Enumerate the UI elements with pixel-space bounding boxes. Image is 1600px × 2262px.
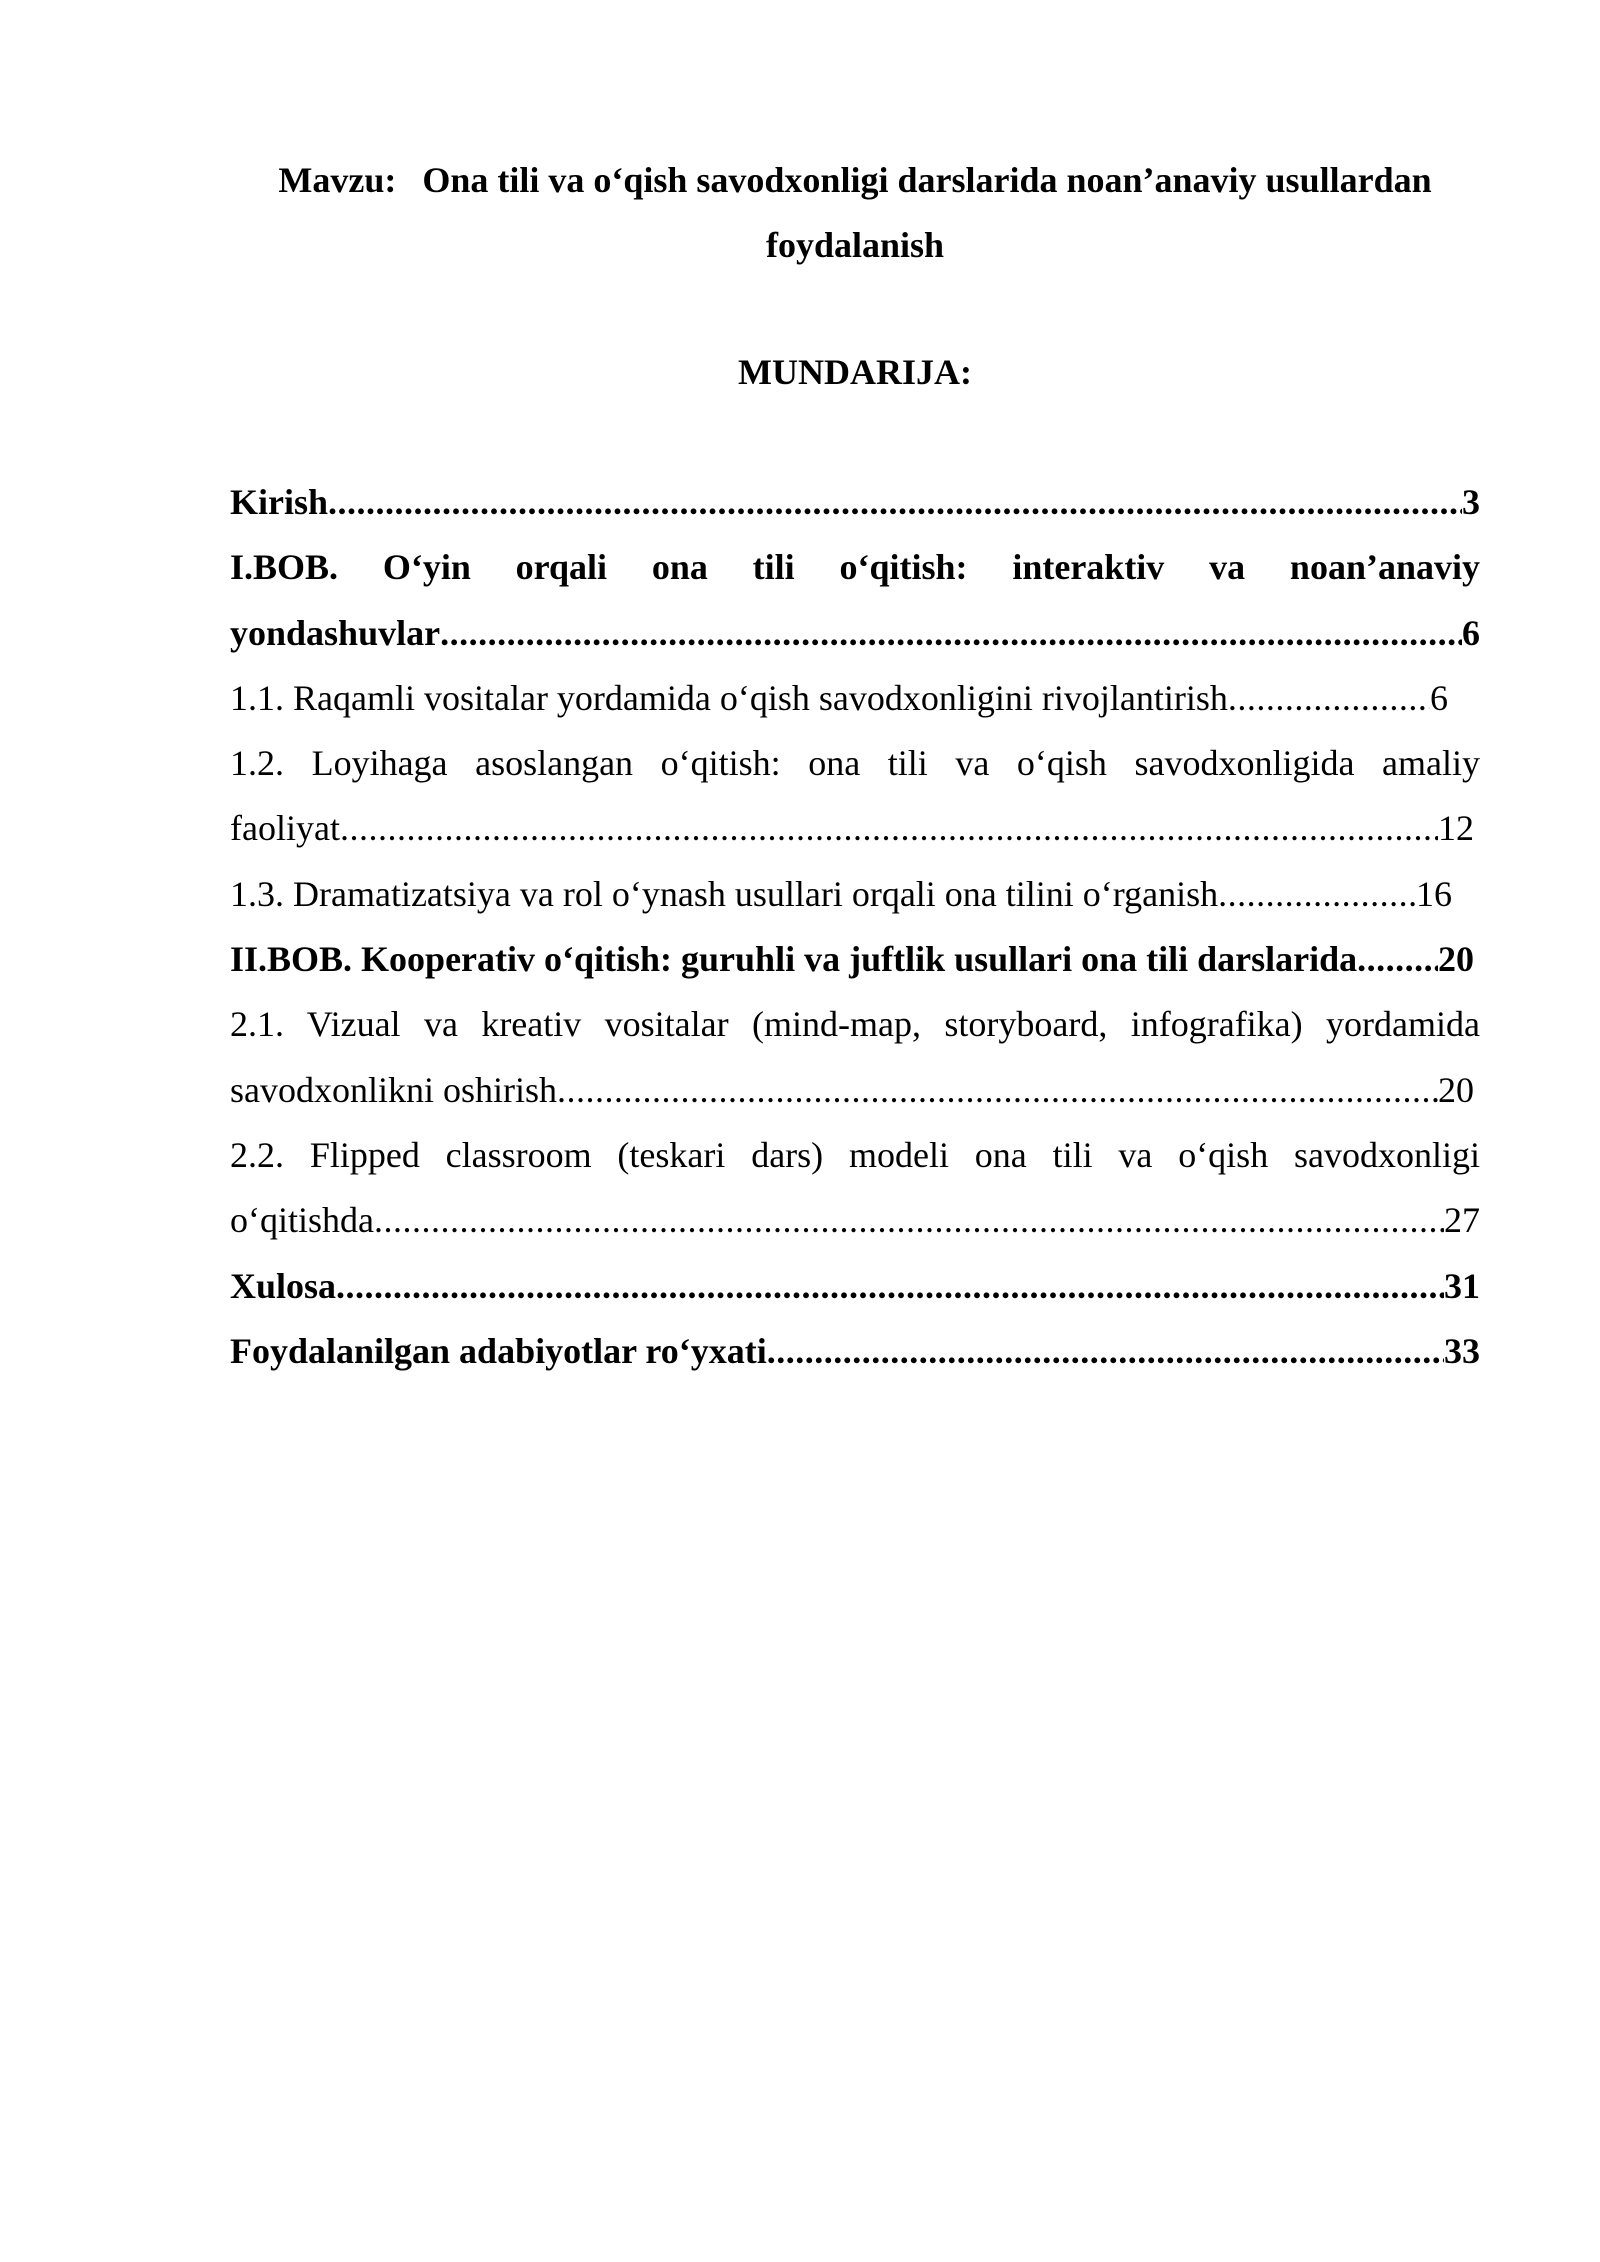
dot-leader xyxy=(557,1058,1438,1123)
toc-page-number: 12 xyxy=(1438,808,1474,849)
toc-entry-text: 1.1. Raqamli vositalar yordamida o‘qish savodxonligini rivojlantirish xyxy=(230,677,1228,718)
dot-leader xyxy=(440,601,1462,666)
dot-leader xyxy=(336,1254,1444,1319)
toc-page-number: 6 xyxy=(1462,612,1480,653)
toc-page-number: 27 xyxy=(1444,1200,1480,1241)
toc-page-number: 16 xyxy=(1416,873,1452,914)
dot-leader xyxy=(1218,862,1416,927)
toc-entry-1-1 xyxy=(230,666,1480,731)
toc-page-number: 20 xyxy=(1438,1069,1474,1110)
toc-entry-text: II.BOB. Kooperativ o‘qitish: guruhli va juftlik usullari ona tili darslarida xyxy=(230,939,1358,980)
toc-entry-2-2 xyxy=(230,1123,1480,1254)
toc-entry-text: Xulosa xyxy=(230,1265,337,1306)
toc-entry-text: 1.3. Dramatizatsiya va rol o‘ynash usullari orqali ona tilini o‘rganish xyxy=(230,873,1219,914)
title-line-2: foydalanish xyxy=(765,225,945,265)
toc-entry-adabiyotlar xyxy=(230,1319,1480,1384)
dot-leader xyxy=(328,470,1462,535)
dot-leader xyxy=(767,1319,1444,1384)
dot-leader xyxy=(1357,927,1438,992)
toc-page-number: 31 xyxy=(1444,1265,1480,1306)
document-title xyxy=(230,148,1480,278)
title-line-1 xyxy=(230,148,1480,213)
toc-entry-bob2 xyxy=(230,927,1480,992)
title-text: Ona tili va o‘qish savodxonligi darslarida noan’anaviy usullardan xyxy=(422,160,1432,200)
toc-page-number: 3 xyxy=(1462,482,1480,522)
toc-entry-text-cont: savodxonlikni oshirish xyxy=(230,1069,558,1110)
toc-entry-text: 2.2. Flipped classroom (teskari dars) modeli ona tili va o‘qish savodxonligi xyxy=(230,1134,1480,1175)
toc-entry-xulosa xyxy=(230,1254,1480,1319)
toc-entry-text: 2.1. Vizual va kreativ vositalar (mind-map, storyboard, infografika) yordamida xyxy=(230,1004,1480,1045)
toc-entry-text: 1.2. Loyihaga asoslangan o‘qitish: ona tili va o‘qish savodxonligida amaliy xyxy=(230,743,1480,784)
toc-entry-text-cont: faoliyat xyxy=(230,808,340,849)
toc-entry-text: Foydalanilgan adabiyotlar ro‘yxati xyxy=(230,1330,767,1371)
toc-page-number: 33 xyxy=(1444,1330,1480,1371)
toc-entry-2-1 xyxy=(230,992,1480,1123)
toc-entry-kirish xyxy=(230,470,1480,535)
title-label: Mavzu: xyxy=(278,160,397,200)
table-of-contents xyxy=(230,470,1480,1384)
toc-entry-text-cont: o‘qitishda xyxy=(230,1200,374,1241)
toc-entry-text: I.BOB. O‘yin orqali ona tili o‘qitish: interaktiv va noan’anaviy xyxy=(230,547,1480,588)
toc-heading: MUNDARIJA: xyxy=(738,352,972,392)
toc-page-number: 20 xyxy=(1438,939,1474,980)
toc-entry-text: Kirish xyxy=(230,482,329,522)
toc-page-number: 6 xyxy=(1430,677,1448,718)
toc-entry-1-3 xyxy=(230,862,1480,927)
toc-entry-1-2 xyxy=(230,731,1480,862)
toc-entry-bob1 xyxy=(230,535,1480,666)
dot-leader xyxy=(374,1188,1444,1253)
dot-leader xyxy=(1228,666,1430,731)
dot-leader xyxy=(340,796,1438,861)
toc-entry-text-cont: yondashuvlar xyxy=(230,612,441,653)
